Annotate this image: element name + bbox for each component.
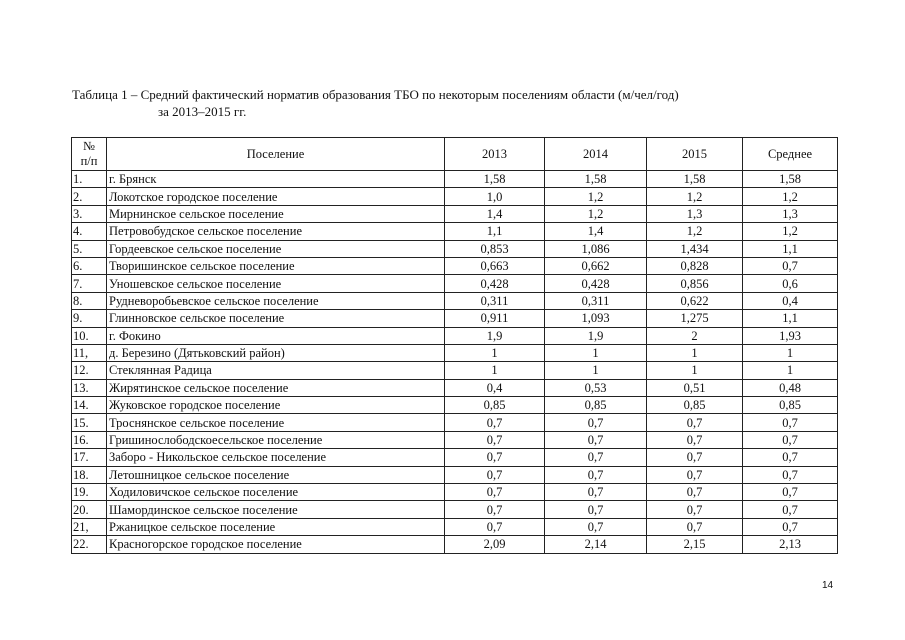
page-number: 14 <box>822 580 834 591</box>
value-2015: 2 <box>647 327 743 344</box>
settlement-name: Ходиловичское сельское поселение <box>107 484 445 501</box>
table-row <box>72 344 838 361</box>
value-2015: 1,3 <box>647 205 743 222</box>
row-number: 6. <box>72 257 107 274</box>
value-average: 1,2 <box>743 223 838 240</box>
value-2014: 0,53 <box>545 379 647 396</box>
value-2015: 1,2 <box>647 188 743 205</box>
value-2013: 0,663 <box>445 257 545 274</box>
value-2014: 1,4 <box>545 223 647 240</box>
value-2014: 1,086 <box>545 240 647 257</box>
value-2015: 0,7 <box>647 484 743 501</box>
table-row <box>72 275 838 292</box>
value-2013: 1,58 <box>445 171 545 188</box>
value-2015: 1,275 <box>647 310 743 327</box>
row-number: 1. <box>72 171 107 188</box>
value-average: 1,1 <box>743 240 838 257</box>
value-2013: 0,7 <box>445 449 545 466</box>
settlement-name: Жирятинское сельское поселение <box>107 379 445 396</box>
row-number: 15. <box>72 414 107 431</box>
value-2014: 0,428 <box>545 275 647 292</box>
value-2013: 0,428 <box>445 275 545 292</box>
row-number: 22. <box>72 536 107 553</box>
value-average: 0,4 <box>743 292 838 309</box>
table-header-row <box>72 138 838 171</box>
table-row <box>72 223 838 240</box>
row-number: 2. <box>72 188 107 205</box>
table-row <box>72 327 838 344</box>
settlement-name: Уношевское сельское поселение <box>107 275 445 292</box>
row-number: 11, <box>72 344 107 361</box>
header-settlement: Поселение <box>107 138 445 171</box>
value-average: 0,7 <box>743 414 838 431</box>
settlement-name: Троснянское сельское поселение <box>107 414 445 431</box>
value-2013: 0,7 <box>445 431 545 448</box>
table-row <box>72 431 838 448</box>
value-2015: 0,622 <box>647 292 743 309</box>
value-2013: 0,7 <box>445 484 545 501</box>
value-average: 1,3 <box>743 205 838 222</box>
value-average: 1 <box>743 344 838 361</box>
settlement-name: Жуковское городское поселение <box>107 397 445 414</box>
settlement-name: Красногорское городское поселение <box>107 536 445 553</box>
table-row <box>72 449 838 466</box>
settlement-name: Рудневоробьевское сельское поселение <box>107 292 445 309</box>
settlement-name: Локотское городское поселение <box>107 188 445 205</box>
value-2014: 1,58 <box>545 171 647 188</box>
table-row <box>72 171 838 188</box>
row-number: 13. <box>72 379 107 396</box>
value-2015: 1 <box>647 344 743 361</box>
table-row <box>72 188 838 205</box>
value-average: 1,1 <box>743 310 838 327</box>
header-num-label: п/п <box>80 154 98 168</box>
value-average: 0,7 <box>743 518 838 535</box>
value-average: 1,2 <box>743 188 838 205</box>
row-number: 3. <box>72 205 107 222</box>
value-2014: 0,7 <box>545 501 647 518</box>
value-2014: 0,7 <box>545 466 647 483</box>
table-caption-period: за 2013–2015 гг. <box>158 104 247 119</box>
header-2014: 2014 <box>545 138 647 171</box>
value-average: 2,13 <box>743 536 838 553</box>
value-2013: 1,4 <box>445 205 545 222</box>
value-2015: 0,7 <box>647 414 743 431</box>
settlement-name: Петровобудское сельское поселение <box>107 223 445 240</box>
settlement-name: Ржаницкое сельское поселение <box>107 518 445 535</box>
value-2014: 1,2 <box>545 205 647 222</box>
settlement-name: Шамординское сельское поселение <box>107 501 445 518</box>
row-number: 14. <box>72 397 107 414</box>
value-2015: 0,828 <box>647 257 743 274</box>
value-2014: 1,2 <box>545 188 647 205</box>
value-2013: 1 <box>445 344 545 361</box>
value-2014: 0,85 <box>545 397 647 414</box>
value-2014: 0,311 <box>545 292 647 309</box>
row-number: 10. <box>72 327 107 344</box>
value-2015: 0,7 <box>647 449 743 466</box>
row-number: 17. <box>72 449 107 466</box>
value-2013: 1,9 <box>445 327 545 344</box>
value-2013: 0,4 <box>445 379 545 396</box>
value-average: 0,6 <box>743 275 838 292</box>
table-row <box>72 414 838 431</box>
header-num <box>72 138 107 171</box>
value-2013: 0,85 <box>445 397 545 414</box>
value-2013: 0,7 <box>445 414 545 431</box>
row-number: 19. <box>72 484 107 501</box>
settlement-name: Заборо - Никольское сельское поселение <box>107 449 445 466</box>
table-row <box>72 362 838 379</box>
value-2013: 1 <box>445 362 545 379</box>
settlement-name: Творишинское сельское поселение <box>107 257 445 274</box>
waste-norm-table <box>71 137 838 554</box>
settlement-name: Гордеевское сельское поселение <box>107 240 445 257</box>
table-row <box>72 310 838 327</box>
value-average: 0,7 <box>743 466 838 483</box>
value-2014: 0,7 <box>545 484 647 501</box>
value-2013: 1,1 <box>445 223 545 240</box>
value-2013: 0,7 <box>445 466 545 483</box>
value-2013: 0,311 <box>445 292 545 309</box>
row-number: 16. <box>72 431 107 448</box>
header-2015: 2015 <box>647 138 743 171</box>
header-average: Среднее <box>743 138 838 171</box>
value-2014: 1,9 <box>545 327 647 344</box>
table-row <box>72 536 838 553</box>
value-2013: 1,0 <box>445 188 545 205</box>
value-average: 1 <box>743 362 838 379</box>
table-row <box>72 240 838 257</box>
table-row <box>72 501 838 518</box>
value-2014: 1 <box>545 344 647 361</box>
table-row <box>72 292 838 309</box>
table-row <box>72 379 838 396</box>
table-row <box>72 466 838 483</box>
settlement-name: Мирнинское сельское поселение <box>107 205 445 222</box>
value-average: 0,85 <box>743 397 838 414</box>
row-number: 7. <box>72 275 107 292</box>
value-2014: 1 <box>545 362 647 379</box>
settlement-name: г. Брянск <box>107 171 445 188</box>
value-2015: 0,7 <box>647 431 743 448</box>
settlement-name: Стеклянная Радица <box>107 362 445 379</box>
table-row <box>72 484 838 501</box>
value-2015: 0,7 <box>647 518 743 535</box>
value-2015: 1,2 <box>647 223 743 240</box>
row-number: 4. <box>72 223 107 240</box>
row-number: 8. <box>72 292 107 309</box>
settlement-name: Глинновское сельское поселение <box>107 310 445 327</box>
value-2015: 1,434 <box>647 240 743 257</box>
table-row <box>72 518 838 535</box>
value-average: 1,58 <box>743 171 838 188</box>
value-average: 1,93 <box>743 327 838 344</box>
value-average: 0,7 <box>743 501 838 518</box>
value-2015: 1,58 <box>647 171 743 188</box>
table-body <box>72 171 838 554</box>
table-row <box>72 397 838 414</box>
value-average: 0,7 <box>743 257 838 274</box>
value-2013: 2,09 <box>445 536 545 553</box>
settlement-name: Гришинослободскоесельское поселение <box>107 431 445 448</box>
value-2014: 1,093 <box>545 310 647 327</box>
settlement-name: Летошницкое сельское поселение <box>107 466 445 483</box>
value-2014: 0,7 <box>545 414 647 431</box>
value-2014: 2,14 <box>545 536 647 553</box>
value-2015: 0,7 <box>647 501 743 518</box>
value-2015: 0,856 <box>647 275 743 292</box>
value-2015: 0,7 <box>647 466 743 483</box>
value-average: 0,7 <box>743 449 838 466</box>
value-2014: 0,662 <box>545 257 647 274</box>
value-2013: 0,911 <box>445 310 545 327</box>
table-row <box>72 257 838 274</box>
settlement-name: г. Фокино <box>107 327 445 344</box>
value-2013: 0,7 <box>445 518 545 535</box>
value-2014: 0,7 <box>545 431 647 448</box>
value-2015: 0,85 <box>647 397 743 414</box>
value-2014: 0,7 <box>545 518 647 535</box>
header-2013: 2013 <box>445 138 545 171</box>
value-2014: 0,7 <box>545 449 647 466</box>
row-number: 21, <box>72 518 107 535</box>
value-average: 0,48 <box>743 379 838 396</box>
table-row <box>72 205 838 222</box>
value-average: 0,7 <box>743 431 838 448</box>
row-number: 9. <box>72 310 107 327</box>
value-2015: 2,15 <box>647 536 743 553</box>
row-number: 5. <box>72 240 107 257</box>
table-caption: Таблица 1 – Средний фактический норматив образования ТБО по некоторым поселениям области (м/чел/год) <box>72 87 679 102</box>
value-2013: 0,7 <box>445 501 545 518</box>
settlement-name: д. Березино (Дятьковский район) <box>107 344 445 361</box>
header-num-symbol: № <box>83 139 95 153</box>
row-number: 12. <box>72 362 107 379</box>
value-2013: 0,853 <box>445 240 545 257</box>
row-number: 18. <box>72 466 107 483</box>
value-average: 0,7 <box>743 484 838 501</box>
row-number: 20. <box>72 501 107 518</box>
value-2015: 1 <box>647 362 743 379</box>
value-2015: 0,51 <box>647 379 743 396</box>
